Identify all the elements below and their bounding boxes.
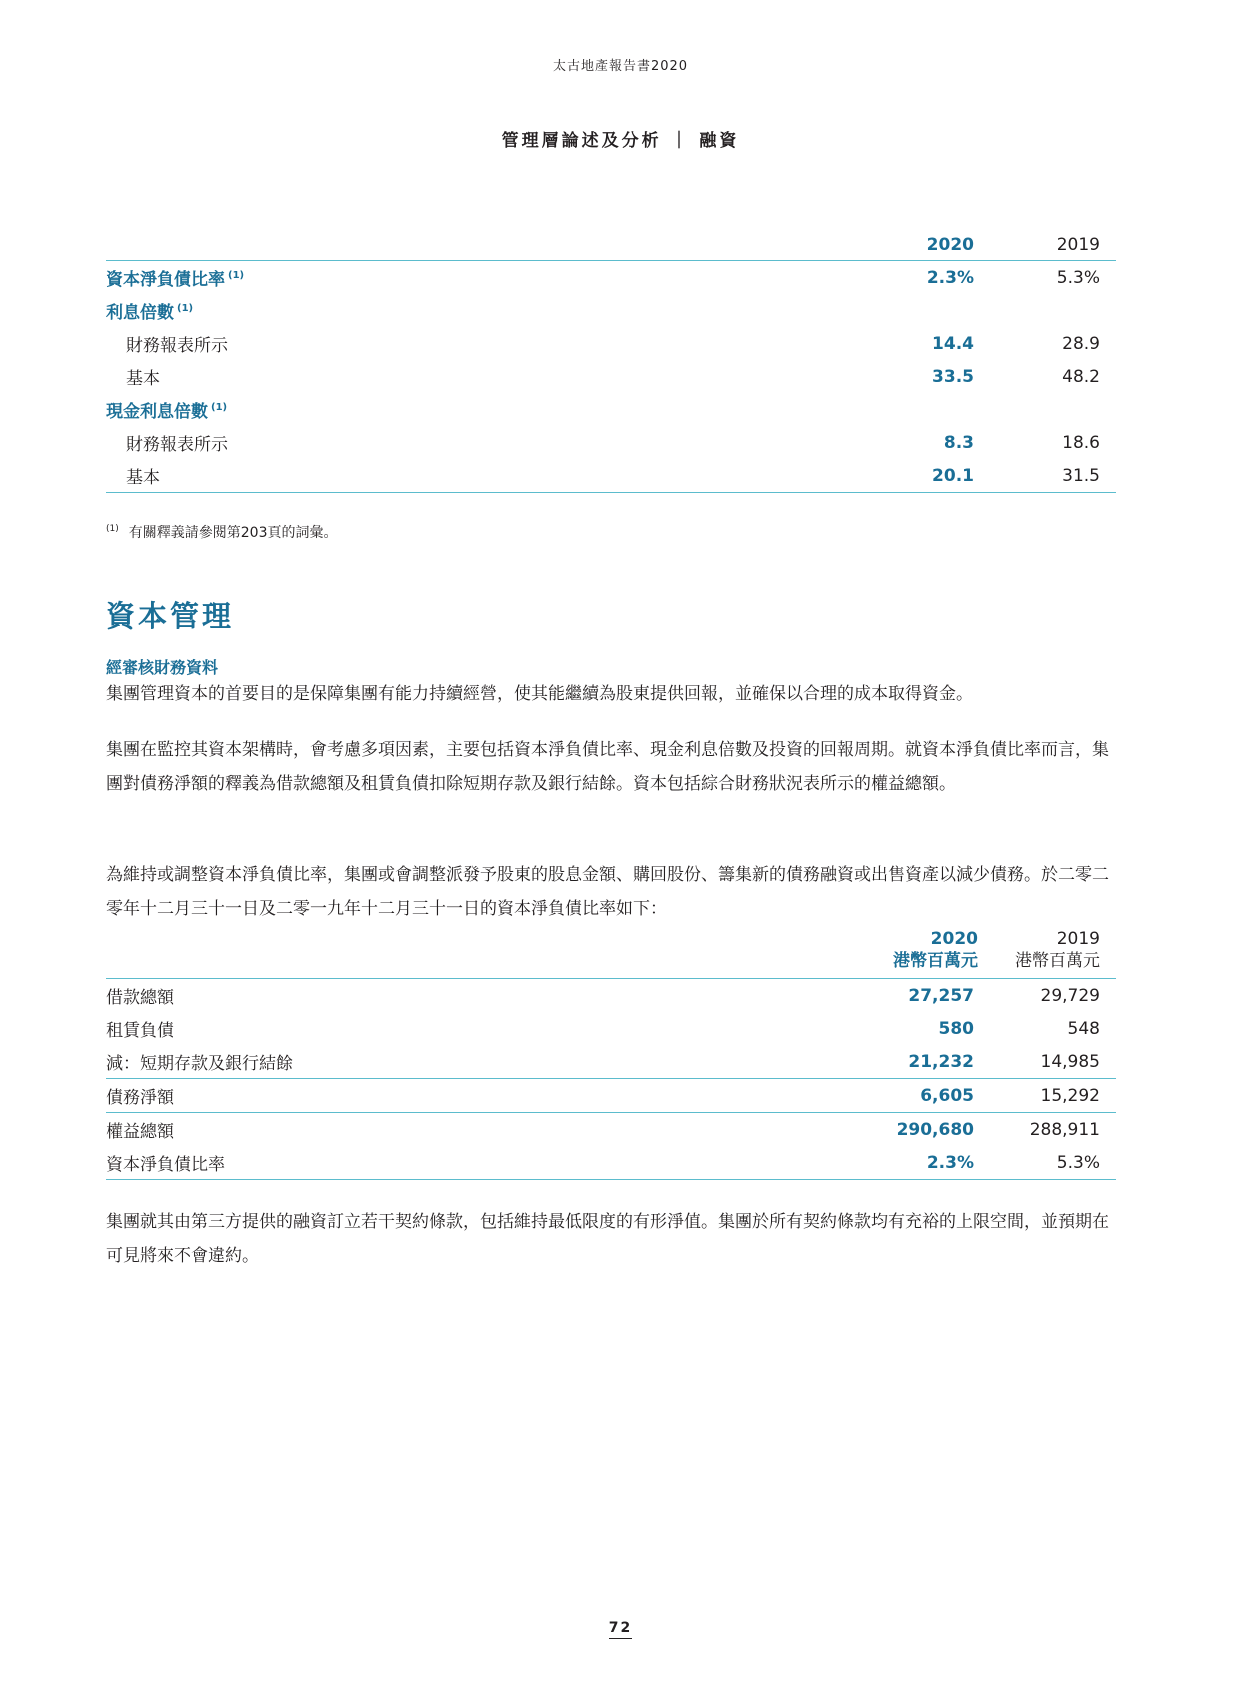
- col-2020: 2020: [930, 929, 978, 949]
- col-2019: 2019: [1056, 235, 1100, 255]
- value-2019: 14,985: [1040, 1051, 1100, 1072]
- ratios-table-header: [106, 230, 1116, 261]
- unit-2020: 港幣百萬元: [893, 951, 978, 971]
- value-2020: 6,605: [834, 1079, 982, 1113]
- value-2020: 290,680: [834, 1113, 982, 1147]
- table-row: [106, 979, 1116, 1013]
- table-row: [106, 1045, 1116, 1079]
- row-label: 財務報表所示: [126, 336, 228, 356]
- gearing-table-header: [106, 928, 1116, 978]
- page-number: [0, 1620, 1241, 1636]
- value-2019: 548: [1067, 1018, 1100, 1039]
- row-label: 借款總額: [106, 979, 834, 1013]
- footnote-ref: (1): [228, 270, 245, 282]
- table-row: [106, 360, 1116, 393]
- value-2019: 48.2: [1062, 366, 1100, 387]
- paragraph: 為維持或調整資本淨負債比率，集團或會調整派發予股東的股息金額、購回股份、籌集新的債務融資或出售資產以減少債務。於二零二零年十二月三十一日及二零一九年十二月三十一日的資本淨負債比率如下：: [106, 865, 1109, 919]
- row-label: 基本: [106, 459, 834, 493]
- row-label: 租賃負債: [106, 1021, 174, 1041]
- table-row: [106, 1113, 1116, 1147]
- footnote: [106, 522, 337, 542]
- value-2020: 8.3: [943, 432, 974, 453]
- paragraph: 集團在監控其資本架構時，會考慮多項因素，主要包括資本淨負債比率、現金利息倍數及投資的回報周期。就資本淨負債比率而言，集團對債務淨額的釋義為借款總額及租賃負債扣除短期存款及銀行結餘。資本包括綜合財務狀況表所示的權益總額。: [106, 740, 1109, 794]
- row-label: 資本淨負債比率: [106, 1146, 834, 1180]
- table-row: [106, 459, 1116, 493]
- row-label: 債務淨額: [106, 1079, 834, 1113]
- row-label: 權益總額: [106, 1113, 834, 1147]
- report-title: 太古地產報告書2020: [552, 59, 689, 74]
- page-number-text: 72: [609, 1620, 632, 1639]
- value-2019: 5.3%: [982, 261, 1116, 295]
- value-2020: 21,232: [908, 1051, 974, 1072]
- value-2020: 27,257: [834, 979, 982, 1013]
- table-row: [106, 1146, 1116, 1180]
- unit-2019: 港幣百萬元: [1015, 951, 1100, 971]
- table-row: [106, 294, 1116, 327]
- value-2019: 29,729: [982, 979, 1116, 1013]
- row-label: 基本: [126, 369, 160, 389]
- footnote-text: 有關釋義請參閱第203頁的詞彙。: [128, 525, 338, 541]
- row-label: 利息倍數: [106, 303, 174, 323]
- sub-heading: 經審核財務資料: [106, 658, 219, 677]
- col-2019: 2019: [1056, 929, 1100, 949]
- value-2020: 2.3%: [834, 261, 982, 295]
- value-2020: 20.1: [834, 459, 982, 493]
- footnote-ref: (1): [211, 402, 228, 414]
- value-2020: 580: [938, 1018, 974, 1039]
- section-heading: 資本管理: [106, 599, 235, 633]
- table-row: [106, 327, 1116, 360]
- row-label: 減：短期存款及銀行結餘: [106, 1054, 293, 1074]
- col-2020: 2020: [926, 235, 974, 255]
- value-2020: 33.5: [932, 366, 974, 387]
- value-2019: 18.6: [1062, 432, 1100, 453]
- ratios-table: [106, 230, 1116, 493]
- value-2019: 15,292: [982, 1079, 1116, 1113]
- table-row: [106, 426, 1116, 459]
- footnote-marker: (1): [106, 524, 119, 535]
- gearing-table: [106, 978, 1116, 1180]
- row-label: 現金利息倍數: [106, 402, 208, 422]
- paragraph: 集團管理資本的首要目的是保障集團有能力持續經營，使其能繼續為股東提供回報，並確保以合理的成本取得資金。: [106, 684, 973, 704]
- value-2019: 31.5: [982, 459, 1116, 493]
- table-row: [106, 393, 1116, 426]
- value-2019: 5.3%: [982, 1146, 1116, 1180]
- value-2020: 2.3%: [834, 1146, 982, 1180]
- row-label: 財務報表所示: [126, 435, 228, 455]
- paragraph: 集團就其由第三方提供的融資訂立若干契約條款，包括維持最低限度的有形淨值。集團於所有契約條款均有充裕的上限空間，並預期在可見將來不會違約。: [106, 1212, 1109, 1266]
- section-title: 管理層論述及分析 ｜ 融資: [501, 131, 740, 151]
- value-2019: 288,911: [982, 1113, 1116, 1147]
- value-2020: 14.4: [932, 333, 974, 354]
- table-row: [106, 1012, 1116, 1045]
- table-row: [106, 261, 1116, 295]
- footnote-ref: (1): [177, 303, 194, 315]
- value-2019: 28.9: [1062, 333, 1100, 354]
- table-row: [106, 1079, 1116, 1113]
- row-label: 資本淨負債比率: [106, 270, 225, 290]
